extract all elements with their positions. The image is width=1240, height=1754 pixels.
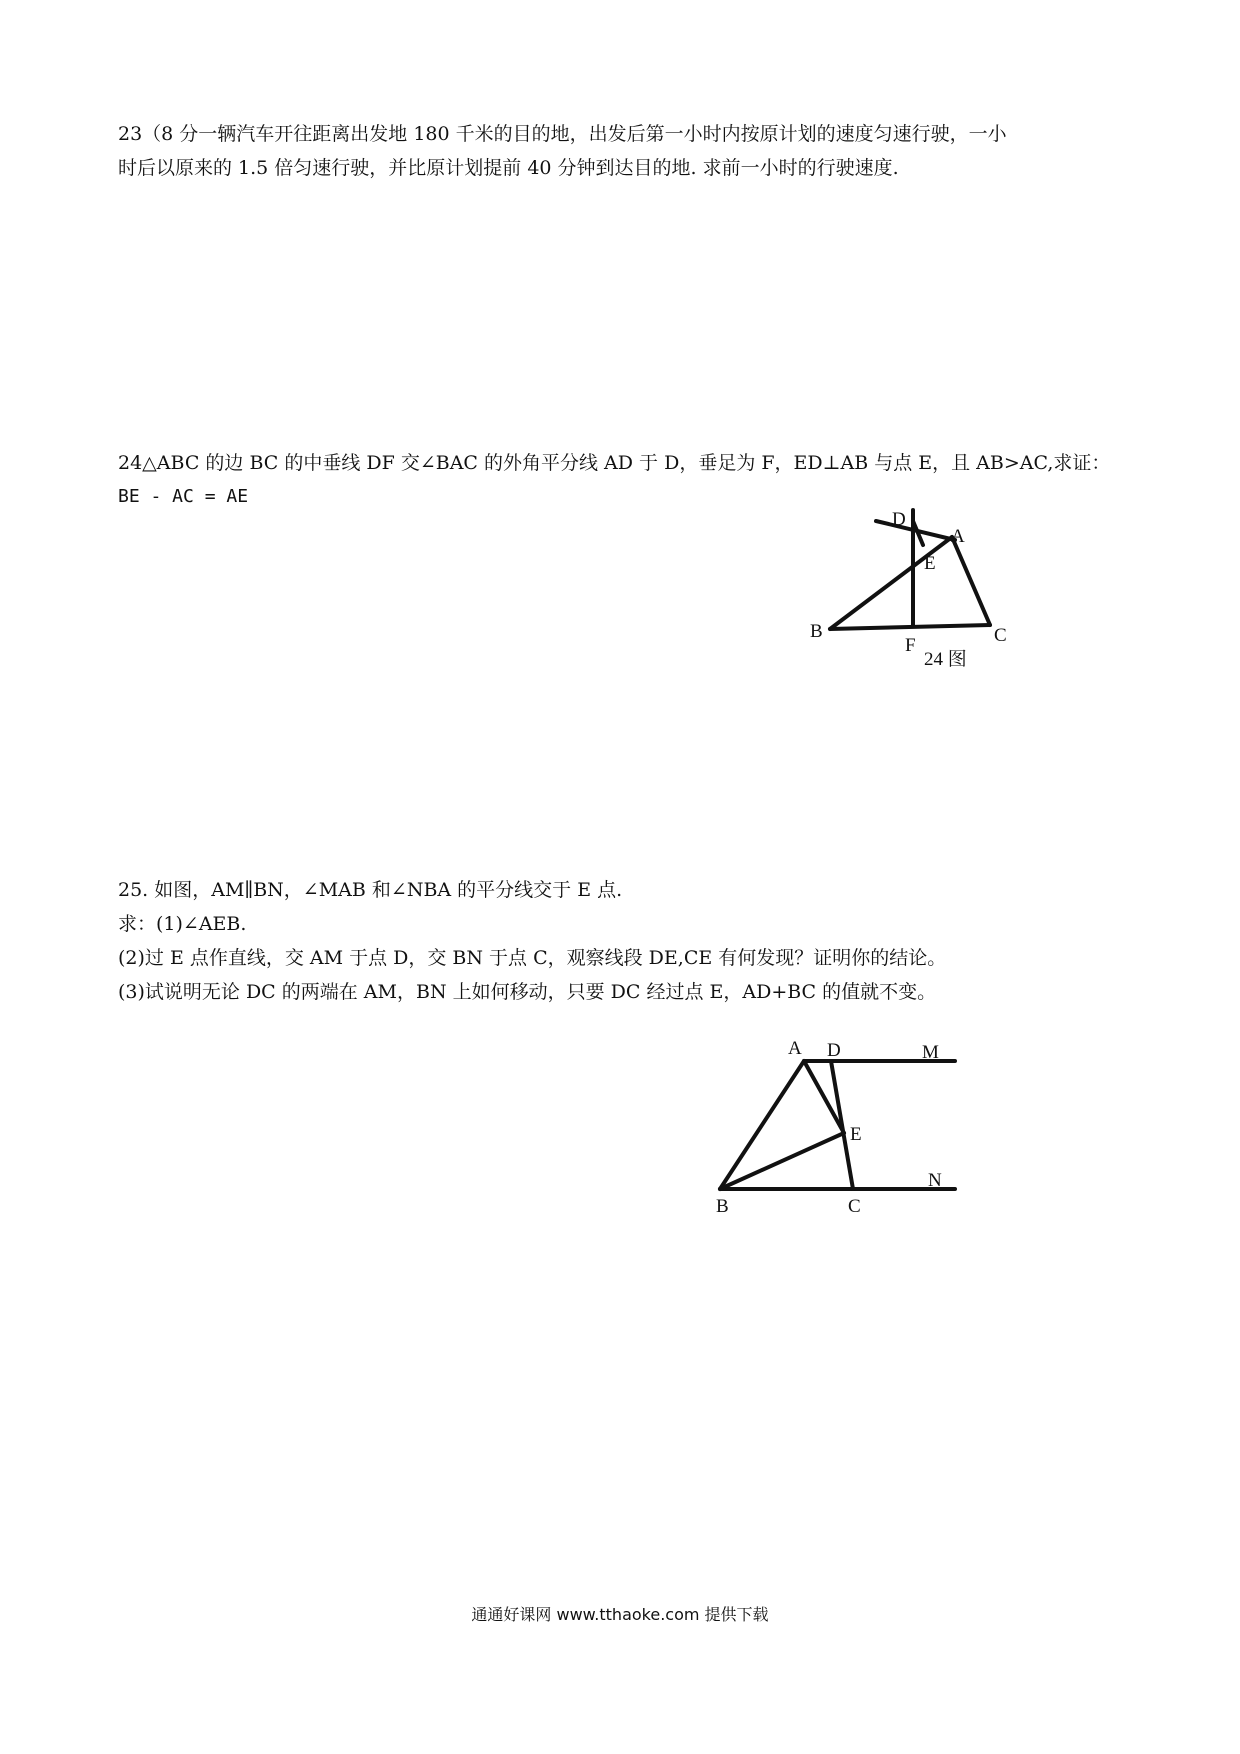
figure-25-label-A: A — [788, 1038, 802, 1059]
question-25-line-2: 求：(1)∠AEB. — [118, 913, 247, 935]
figure-24-label-F: F — [905, 635, 916, 656]
figure-24-label-E: E — [924, 553, 936, 574]
page-footer — [0, 1602, 1240, 1625]
figure-25-label-N: N — [928, 1170, 942, 1191]
question-25-line-4: (3)试说明无论 DC 的两端在 AM，BN 上如何移动，只要 DC 经过点 E，AD+BC 的值就不变。 — [118, 981, 937, 1003]
footer-text: 通通好课网 www.tthaoke.com 提供下载 — [471, 1605, 769, 1624]
question-25-line-1: 25. 如图，AM∥BN，∠MAB 和∠NBA 的平分线交于 E 点. — [118, 879, 623, 901]
figure-24 — [800, 505, 1030, 685]
figure-24-line-AC — [952, 537, 990, 625]
figure-25-label-E: E — [850, 1124, 862, 1145]
question-24-line-1: 24△ABC 的边 BC 的中垂线 DF 交∠BAC 的外角平分线 AD 于 D，垂足为 F，ED⊥AB 与点 E，且 AB>AC,求证： — [118, 452, 1111, 474]
figure-25-label-C: C — [848, 1196, 861, 1217]
question-24 — [118, 446, 1128, 514]
question-25-line-3: (2)过 E 点作直线，交 AM 于点 D，交 BN 于点 C，观察线段 DE,CE 有何发现？证明你的结论。 — [118, 947, 947, 969]
figure-24-label-B: B — [810, 621, 823, 642]
question-23-line-1: 23（8 分一辆汽车开往距离出发地 180 千米的目的地，出发后第一小时内按原计划的速度匀速行驶，一小 — [118, 123, 1007, 145]
figure-24-line-BC — [830, 625, 990, 629]
figure-24-label-A: A — [951, 526, 965, 547]
question-24-line-2: BE - AC = AE — [118, 486, 249, 507]
figure-24-caption: 24 图 — [924, 649, 967, 670]
figure-24-label-D: D — [892, 509, 906, 530]
question-25 — [118, 873, 1128, 1009]
figure-25 — [700, 1030, 970, 1220]
figure-24-label-C: C — [994, 625, 1007, 646]
figure-24-line-AB — [830, 537, 952, 629]
question-23-line-2: 时后以原来的 1.5 倍匀速行驶，并比原计划提前 40 分钟到达目的地. 求前一小时的行驶速度. — [118, 157, 899, 179]
figure-25-label-D: D — [827, 1040, 841, 1061]
question-23 — [118, 117, 1128, 185]
figure-25-label-M: M — [922, 1042, 939, 1063]
figure-25-label-B: B — [716, 1196, 729, 1217]
